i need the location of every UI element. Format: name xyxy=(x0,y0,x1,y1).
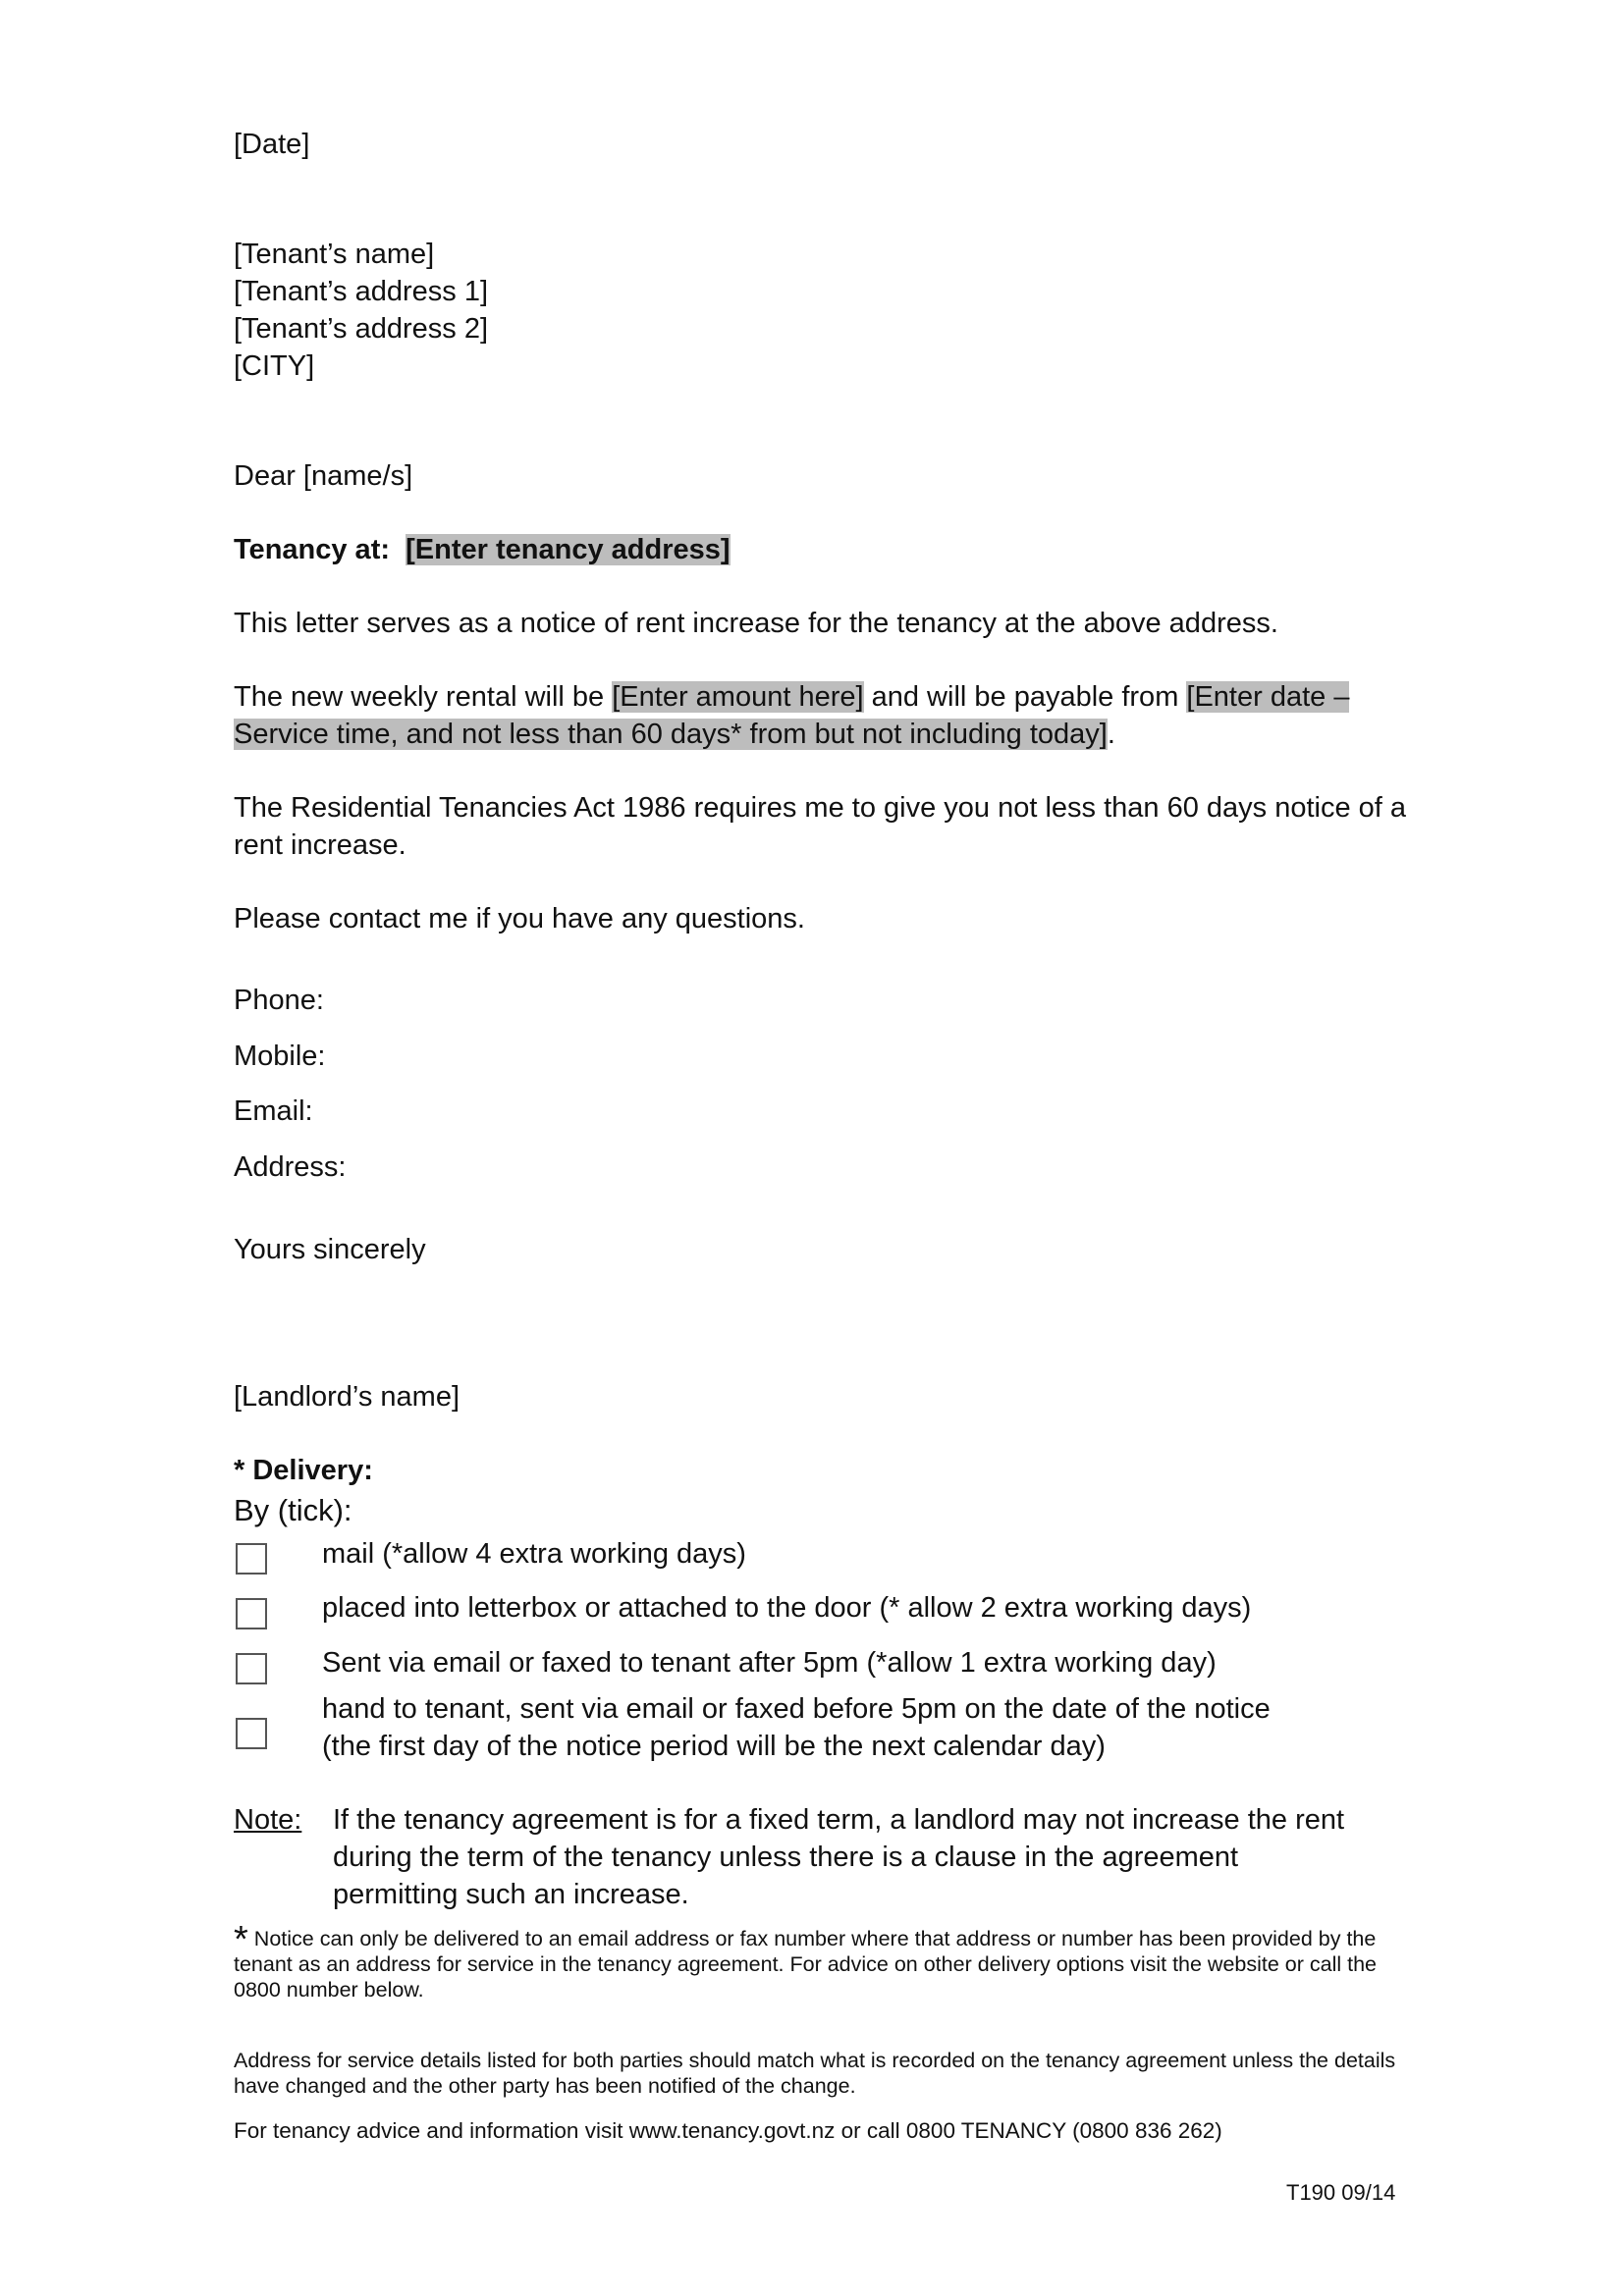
delivery-email-after-5pm-label: Sent via email or faxed to tenant after 5pm (*allow 1 extra working day) xyxy=(322,1647,1217,1679)
tenancy-line xyxy=(234,531,731,568)
advice-line: For tenancy advice and information visit www.tenancy.govt.nz or call 0800 TENANCY (0800 836 262) xyxy=(234,2118,1222,2143)
delivery-email-after-5pm-checkbox[interactable] xyxy=(236,1653,267,1684)
contact-text: Please contact me if you have any questions. xyxy=(234,903,805,934)
rent-text-after: . xyxy=(1107,719,1115,750)
footnote-service xyxy=(234,1919,1402,2002)
delivery-mail-checkbox[interactable] xyxy=(236,1543,267,1575)
email-label: Email: xyxy=(234,1095,313,1127)
delivery-hand-label-line1: hand to tenant, sent via email or faxed before 5pm on the date of the notice xyxy=(322,1693,1271,1725)
closing: Yours sincerely xyxy=(234,1234,426,1265)
intro-text: This letter serves as a notice of rent increase for the tenancy at the above address. xyxy=(234,608,1278,639)
by-tick-label: By (tick): xyxy=(234,1493,352,1527)
delivery-mail-label: mail (*allow 4 extra working days) xyxy=(322,1538,746,1570)
form-code: T190 09/14 xyxy=(1286,2180,1396,2205)
footnote-address-details: Address for service details listed for both parties should match what is recorded on the tenancy agreement unless the details have changed and the other party has been notified of the change. xyxy=(234,2049,1396,2098)
delivery-hand-label-line2: (the first day of the notice period will be the next calendar day) xyxy=(322,1731,1106,1762)
note-text: If the tenancy agreement is for a fixed term, a landlord may not increase the rent during the term of the tenancy unless there is a clause in the agreement permitting such an increase. xyxy=(333,1804,1345,1910)
act-text: The Residential Tenancies Act 1986 requires me to give you not less than 60 days notice of a rent increase. xyxy=(234,792,1407,861)
landlord-name: [Landlord’s name] xyxy=(234,1381,460,1413)
phone-label: Phone: xyxy=(234,985,324,1016)
tenant-address-2: [Tenant’s address 2] xyxy=(234,313,489,345)
note-label: Note: xyxy=(234,1804,302,1836)
footnote-star: * xyxy=(234,1919,248,1960)
delivery-heading: * Delivery: xyxy=(234,1455,373,1486)
rent-date-field-end[interactable]: from but not including today] xyxy=(741,719,1108,750)
delivery-letterbox-label: placed into letterbox or attached to the door (* allow 2 extra working days) xyxy=(322,1592,1252,1624)
tenancy-address-field[interactable]: [Enter tenancy address] xyxy=(406,534,731,565)
rent-paragraph xyxy=(234,678,1412,753)
salutation: Dear [name/s] xyxy=(234,460,413,492)
footnote-service-text: Notice can only be delivered to an email address or fax number where that address or number has been provided by the tenant as an address for service in the tenancy agreement. For advice on other delivery options visit the website or call the 0800 number below. xyxy=(234,1927,1378,2002)
tenant-city: [CITY] xyxy=(234,350,315,382)
rent-date-asterisk: * xyxy=(731,719,742,750)
rent-text-middle: and will be payable from xyxy=(863,681,1187,713)
delivery-letterbox-checkbox[interactable] xyxy=(236,1598,267,1629)
tenant-address-1: [Tenant’s address 1] xyxy=(234,276,489,307)
address-label: Address: xyxy=(234,1151,347,1183)
delivery-hand-checkbox[interactable] xyxy=(236,1718,267,1749)
date-placeholder: [Date] xyxy=(234,129,310,160)
rent-amount-field[interactable]: [Enter amount here] xyxy=(612,681,864,713)
tenant-name: [Tenant’s name] xyxy=(234,239,435,270)
rent-text-before: The new weekly rental will be xyxy=(234,681,613,713)
tenancy-label: Tenancy at: xyxy=(234,534,391,565)
mobile-label: Mobile: xyxy=(234,1041,326,1072)
rent-date-field[interactable]: [Enter date – Service time, and not less than 60 days xyxy=(234,681,1350,750)
